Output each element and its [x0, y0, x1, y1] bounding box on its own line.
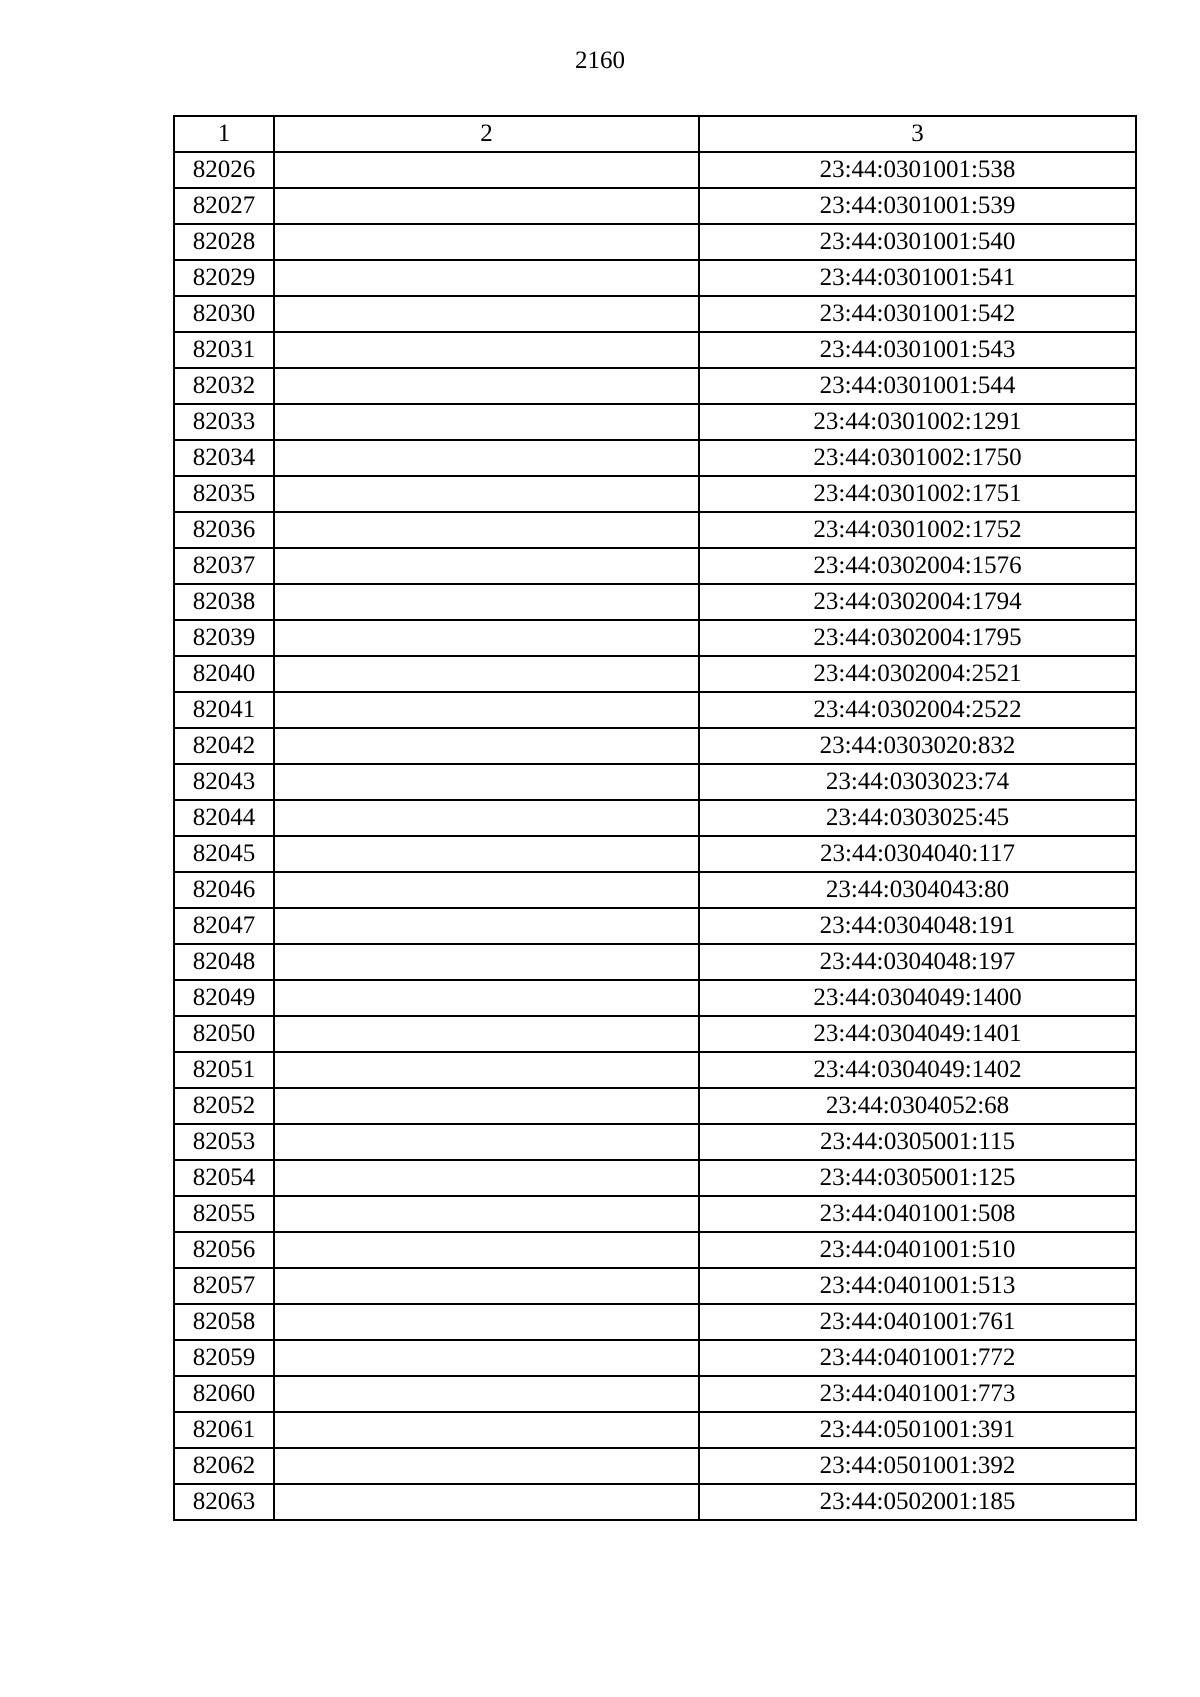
table-row	[174, 260, 1136, 296]
empty-cell	[274, 1196, 699, 1232]
table-row	[174, 1484, 1136, 1520]
row-number-cell: 82047	[174, 908, 274, 944]
table-row	[174, 188, 1136, 224]
table-row	[174, 944, 1136, 980]
empty-cell	[274, 1232, 699, 1268]
table-row	[174, 152, 1136, 188]
column-header-3: 3	[699, 116, 1136, 152]
page-number: 2160	[575, 47, 625, 74]
table-row	[174, 1052, 1136, 1088]
cadastral-number-cell: 23:44:0401001:510	[699, 1232, 1136, 1268]
row-number-cell: 82034	[174, 440, 274, 476]
cadastral-number-cell: 23:44:0301002:1752	[699, 512, 1136, 548]
cadastral-number-cell: 23:44:0304052:68	[699, 1088, 1136, 1124]
row-number-cell: 82044	[174, 800, 274, 836]
cadastral-number-cell: 23:44:0305001:125	[699, 1160, 1136, 1196]
empty-cell	[274, 1016, 699, 1052]
cadastral-number-cell: 23:44:0301001:539	[699, 188, 1136, 224]
table-row	[174, 1340, 1136, 1376]
empty-cell	[274, 1052, 699, 1088]
table-row	[174, 728, 1136, 764]
table-row	[174, 1304, 1136, 1340]
table-row	[174, 404, 1136, 440]
cadastral-number-cell: 23:44:0401001:773	[699, 1376, 1136, 1412]
row-number-cell: 82048	[174, 944, 274, 980]
row-number-cell: 82039	[174, 620, 274, 656]
table-row	[174, 440, 1136, 476]
row-number-cell: 82035	[174, 476, 274, 512]
cadastral-number-cell: 23:44:0304049:1400	[699, 980, 1136, 1016]
row-number-cell: 82045	[174, 836, 274, 872]
cadastral-number-cell: 23:44:0304048:191	[699, 908, 1136, 944]
empty-cell	[274, 1412, 699, 1448]
cadastral-number-cell: 23:44:0304040:117	[699, 836, 1136, 872]
empty-cell	[274, 188, 699, 224]
table-row	[174, 1196, 1136, 1232]
table-row	[174, 836, 1136, 872]
cadastral-number-cell: 23:44:0301001:542	[699, 296, 1136, 332]
row-number-cell: 82032	[174, 368, 274, 404]
empty-cell	[274, 1376, 699, 1412]
table-row	[174, 512, 1136, 548]
row-number-cell: 82050	[174, 1016, 274, 1052]
table-row	[174, 656, 1136, 692]
cadastral-number-cell: 23:44:0303025:45	[699, 800, 1136, 836]
empty-cell	[274, 620, 699, 656]
row-number-cell: 82036	[174, 512, 274, 548]
row-number-cell: 82061	[174, 1412, 274, 1448]
empty-cell	[274, 764, 699, 800]
cadastral-number-cell: 23:44:0301002:1751	[699, 476, 1136, 512]
row-number-cell: 82043	[174, 764, 274, 800]
empty-cell	[274, 548, 699, 584]
row-number-cell: 82063	[174, 1484, 274, 1520]
row-number-cell: 82062	[174, 1448, 274, 1484]
table-row	[174, 548, 1136, 584]
table-row	[174, 908, 1136, 944]
table-row	[174, 1088, 1136, 1124]
cadastral-number-cell: 23:44:0401001:761	[699, 1304, 1136, 1340]
row-number-cell: 82049	[174, 980, 274, 1016]
table-row	[174, 1376, 1136, 1412]
cadastral-number-cell: 23:44:0301002:1291	[699, 404, 1136, 440]
row-number-cell: 82042	[174, 728, 274, 764]
table-row	[174, 1160, 1136, 1196]
row-number-cell: 82056	[174, 1232, 274, 1268]
cadastral-number-cell: 23:44:0304049:1402	[699, 1052, 1136, 1088]
table-row	[174, 980, 1136, 1016]
empty-cell	[274, 1484, 699, 1520]
empty-cell	[274, 980, 699, 1016]
cadastral-number-cell: 23:44:0304043:80	[699, 872, 1136, 908]
empty-cell	[274, 296, 699, 332]
cadastral-number-cell: 23:44:0301001:540	[699, 224, 1136, 260]
row-number-cell: 82041	[174, 692, 274, 728]
cadastral-number-cell: 23:44:0301002:1750	[699, 440, 1136, 476]
row-number-cell: 82030	[174, 296, 274, 332]
table-row	[174, 1448, 1136, 1484]
cadastral-number-cell: 23:44:0301001:543	[699, 332, 1136, 368]
table-header	[174, 116, 1136, 152]
empty-cell	[274, 1304, 699, 1340]
row-number-cell: 82057	[174, 1268, 274, 1304]
row-number-cell: 82046	[174, 872, 274, 908]
row-number-cell: 82033	[174, 404, 274, 440]
cadastral-number-cell: 23:44:0302004:1794	[699, 584, 1136, 620]
empty-cell	[274, 476, 699, 512]
table-row	[174, 1016, 1136, 1052]
table-row	[174, 1412, 1136, 1448]
row-number-cell: 82058	[174, 1304, 274, 1340]
table-row	[174, 620, 1136, 656]
row-number-cell: 82060	[174, 1376, 274, 1412]
empty-cell	[274, 368, 699, 404]
empty-cell	[274, 1160, 699, 1196]
cadastral-number-cell: 23:44:0401001:772	[699, 1340, 1136, 1376]
cadastral-number-cell: 23:44:0304049:1401	[699, 1016, 1136, 1052]
empty-cell	[274, 872, 699, 908]
table-row	[174, 764, 1136, 800]
row-number-cell: 82029	[174, 260, 274, 296]
empty-cell	[274, 800, 699, 836]
table-row	[174, 296, 1136, 332]
table-row	[174, 368, 1136, 404]
table-row	[174, 1268, 1136, 1304]
header-row	[174, 116, 1136, 152]
cadastral-number-cell: 23:44:0301001:544	[699, 368, 1136, 404]
empty-cell	[274, 692, 699, 728]
empty-cell	[274, 1448, 699, 1484]
empty-cell	[274, 332, 699, 368]
empty-cell	[274, 836, 699, 872]
cadastral-number-cell: 23:44:0302004:2521	[699, 656, 1136, 692]
table-body	[174, 152, 1136, 1520]
empty-cell	[274, 1340, 699, 1376]
cadastral-number-cell: 23:44:0302004:1795	[699, 620, 1136, 656]
empty-cell	[274, 728, 699, 764]
empty-cell	[274, 584, 699, 620]
empty-cell	[274, 224, 699, 260]
cadastral-number-cell: 23:44:0501001:392	[699, 1448, 1136, 1484]
table-row	[174, 584, 1136, 620]
cadastral-number-cell: 23:44:0303023:74	[699, 764, 1136, 800]
cadastral-number-cell: 23:44:0302004:2522	[699, 692, 1136, 728]
table-row	[174, 224, 1136, 260]
table-row	[174, 692, 1136, 728]
cadastral-number-cell: 23:44:0301001:538	[699, 152, 1136, 188]
cadastral-number-cell: 23:44:0303020:832	[699, 728, 1136, 764]
table-row	[174, 872, 1136, 908]
row-number-cell: 82052	[174, 1088, 274, 1124]
empty-cell	[274, 908, 699, 944]
table-row	[174, 800, 1136, 836]
empty-cell	[274, 512, 699, 548]
empty-cell	[274, 1268, 699, 1304]
empty-cell	[274, 440, 699, 476]
cadastral-number-cell: 23:44:0305001:115	[699, 1124, 1136, 1160]
empty-cell	[274, 656, 699, 692]
row-number-cell: 82051	[174, 1052, 274, 1088]
row-number-cell: 82040	[174, 656, 274, 692]
cadastral-number-cell: 23:44:0304048:197	[699, 944, 1136, 980]
table-row	[174, 332, 1136, 368]
table-row	[174, 1124, 1136, 1160]
row-number-cell: 82037	[174, 548, 274, 584]
cadastral-number-cell: 23:44:0501001:391	[699, 1412, 1136, 1448]
cadastral-number-cell: 23:44:0401001:508	[699, 1196, 1136, 1232]
cadastral-number-cell: 23:44:0401001:513	[699, 1268, 1136, 1304]
row-number-cell: 82054	[174, 1160, 274, 1196]
table-row	[174, 1232, 1136, 1268]
cadastral-number-cell: 23:44:0302004:1576	[699, 548, 1136, 584]
row-number-cell: 82053	[174, 1124, 274, 1160]
row-number-cell: 82031	[174, 332, 274, 368]
column-header-1: 1	[174, 116, 274, 152]
cadastral-number-cell: 23:44:0502001:185	[699, 1484, 1136, 1520]
row-number-cell: 82028	[174, 224, 274, 260]
empty-cell	[274, 152, 699, 188]
empty-cell	[274, 260, 699, 296]
cadastral-table	[173, 115, 1137, 1521]
cadastral-number-cell: 23:44:0301001:541	[699, 260, 1136, 296]
empty-cell	[274, 1088, 699, 1124]
table-row	[174, 476, 1136, 512]
row-number-cell: 82055	[174, 1196, 274, 1232]
row-number-cell: 82059	[174, 1340, 274, 1376]
empty-cell	[274, 944, 699, 980]
row-number-cell: 82027	[174, 188, 274, 224]
column-header-2: 2	[274, 116, 699, 152]
empty-cell	[274, 1124, 699, 1160]
empty-cell	[274, 404, 699, 440]
row-number-cell: 82038	[174, 584, 274, 620]
row-number-cell: 82026	[174, 152, 274, 188]
